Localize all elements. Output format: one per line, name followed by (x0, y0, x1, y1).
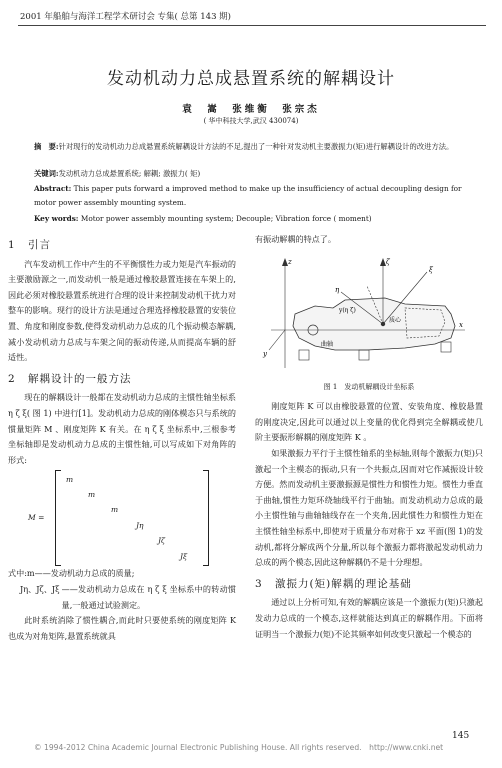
abstract-cn (34, 140, 474, 154)
section2-number: 2 (8, 372, 16, 385)
y-axis (269, 330, 285, 350)
figure-1 (255, 252, 483, 378)
def-intro: 式中: (8, 568, 27, 579)
section2-paragraph-2: 此时系统消除了惯性耦合,而此时只要使系统的刚度矩阵 K 也成为对角矩阵,悬置系统就具 (8, 615, 236, 641)
abstract-cn-label: 摘 要: (34, 142, 59, 151)
paper-title: 发动机动力总成悬置系统的解耦设计 (107, 69, 395, 89)
matrix-element: m (66, 475, 74, 485)
page-number: 145 (452, 731, 470, 741)
section3-heading (255, 577, 483, 593)
left-column (8, 232, 236, 644)
right-column (255, 232, 483, 642)
matrix-element: Jη (136, 521, 144, 531)
keywords-en (34, 212, 474, 226)
section3-title: 激振力(矩)解耦的理论基础 (275, 577, 412, 590)
label-centroid: 质心 (389, 316, 402, 324)
section1-heading (8, 238, 236, 254)
section1-paragraph: 汽车发动机工作中产生的不平衡惯性力或力矩是汽车振动的主要激励源之一,而发动机一般是通过橡胶悬置连接在车架上的,因此必须对橡胶悬置系统进行合理的设计来控制发动机干扰力对整车的影响。现行的设计方法是通过合理选择橡胶悬置的安装位置、角度和刚度参数,使得发动机动力总成的几个振动模态解耦,减小发动机动力总成与车架之间的振动传递,从而提高车辆的舒适性。 (8, 258, 236, 363)
right-paragraph-2: 如果激振力平行于主惯性轴系的坐标轴,则每个激振力(矩)只激起一个主模态的振动,只有一个共振点,因而对它作减振设计较方便。然而发动机主要激振源是惯性力和惯性力矩。惯性力垂直于曲轴,惯性力矩环绕轴线平行于曲轴。而发动机动力总成的最小主惯性轴与曲轴轴线存在一个夹角,因此惯性力和惯性力矩在主惯性轴坐标系中,即使对于质量分布对称于 xz 平面(图 1)的发动机,都将分解成两个分量,所以每个激振力都将激起发动机动力总成的两个模态,因此这种解耦仍不是十分理想。 (255, 447, 483, 568)
right-intro: 有振动解耦的特点了。 (255, 234, 336, 244)
mount-middle (359, 350, 369, 360)
section1-number: 1 (8, 239, 16, 251)
matrix-element: Jζ (158, 536, 166, 546)
coordinate-system-diagram (255, 252, 483, 378)
copyright-footer: © 1994-2012 China Academic Journal Electronic Publishing House. All rights reserved. http://www.cnki.net (34, 743, 444, 752)
engine-outline (293, 298, 455, 350)
section2-title: 解耦设计的一般方法 (28, 372, 132, 385)
keywords-cn-label: 关键词: (34, 169, 59, 178)
section2-paragraph: 现在的解耦设计一般都在发动机动力总成的主惯性轴坐标系 η ζ ξ( 图 1) 中进行[1]。发动机动力总成的刚体模态只与系统的惯量矩阵 M 、刚度矩阵 K 有关。在 η ζ ξ 坐标系中,三根参考坐标轴即是发动机动力总成的主惯性轴,可以写成如下对角阵的形式: (8, 392, 236, 465)
matrix-element: m (88, 490, 96, 500)
mount-right (441, 342, 451, 352)
abstract-en-label: Abstract: (34, 184, 72, 193)
figure-1-caption: 图 1 发动机解耦设计坐标系 (323, 382, 415, 391)
inertia-matrix (8, 470, 236, 564)
label-eta: η (335, 285, 340, 294)
label-xi: ξ (429, 265, 433, 274)
abstract-en-text: This paper puts forward a improved method to make up the insufficiency of actual decoupling design for motor power assembly mounting system. (34, 184, 462, 207)
affiliation: ( 华中科技大学,武汉 430074) (203, 117, 299, 125)
symbol-definitions (8, 566, 236, 613)
section1-title: 引言 (28, 239, 51, 251)
def-description: ——发动机动力总成的质量; (34, 568, 135, 579)
matrix-label: M = (28, 513, 45, 523)
section3-paragraph: 通过以上分析可知,有效的解耦应该是一个激振力(矩)只激起发动力总成的一个模态,这样就能达到真正的解耦作用。下面将证明当一个激振力(矩)不论其频率如何改变只激起一个模态的 (255, 597, 483, 639)
label-y: y (263, 349, 267, 358)
matrix-element: Jξ (180, 552, 188, 562)
authors: 袁 嵩 张维衡 张宗杰 (182, 104, 320, 115)
def-description: ——发动机动力总成在 η ζ ξ 坐标系中的转动惯量,一般通过试验测定。 (61, 583, 236, 610)
matrix-right-bracket (203, 470, 209, 566)
keywords-en-label: Key words: (34, 214, 79, 223)
label-crankshaft: 曲轴 (321, 340, 334, 348)
label-z: z (288, 257, 292, 266)
keywords-cn (34, 167, 474, 181)
definition-row (8, 566, 236, 582)
centroid-point (381, 321, 385, 325)
keywords-en-text: Motor power assembly mounting system; Decouple; Vibration force ( moment) (80, 214, 372, 223)
def-symbol: Jη、Jζ、Jξ (20, 583, 60, 594)
right-paragraph-1: 刚度矩阵 K 可以由橡胶悬置的位置、安装角度、橡胶悬置的刚度决定,因此可以通过以上变量的优化得到完全解耦或使几阶主要振形解耦的刚度矩阵 K 。 (255, 401, 483, 443)
matrix-left-bracket (55, 470, 61, 566)
section3-number: 3 (255, 577, 263, 590)
label-y-eta-zeta: y(η ζ) (339, 306, 356, 314)
abstract-en (34, 182, 474, 210)
label-zeta: ζ (386, 257, 390, 266)
label-x: x (459, 320, 463, 329)
def-symbol: m (26, 568, 35, 579)
abstract-cn-text: 针对现行的发动机动力总成悬置系统解耦设计方法的不足,提出了一种针对发动机主要激振力(矩)进行解耦设计的改进方法。 (58, 142, 454, 151)
keywords-cn-text: 发动机动力总成悬置系统; 解耦; 激振力( 矩) (58, 169, 201, 178)
running-header: 2001 年船舶与海洋工程学术研讨会 专集( 总第 143 期) (20, 12, 231, 22)
header-rule (18, 25, 486, 26)
mount-left (299, 350, 309, 360)
section2-heading (8, 372, 236, 388)
matrix-element: m (111, 505, 119, 515)
definition-row (8, 582, 236, 613)
